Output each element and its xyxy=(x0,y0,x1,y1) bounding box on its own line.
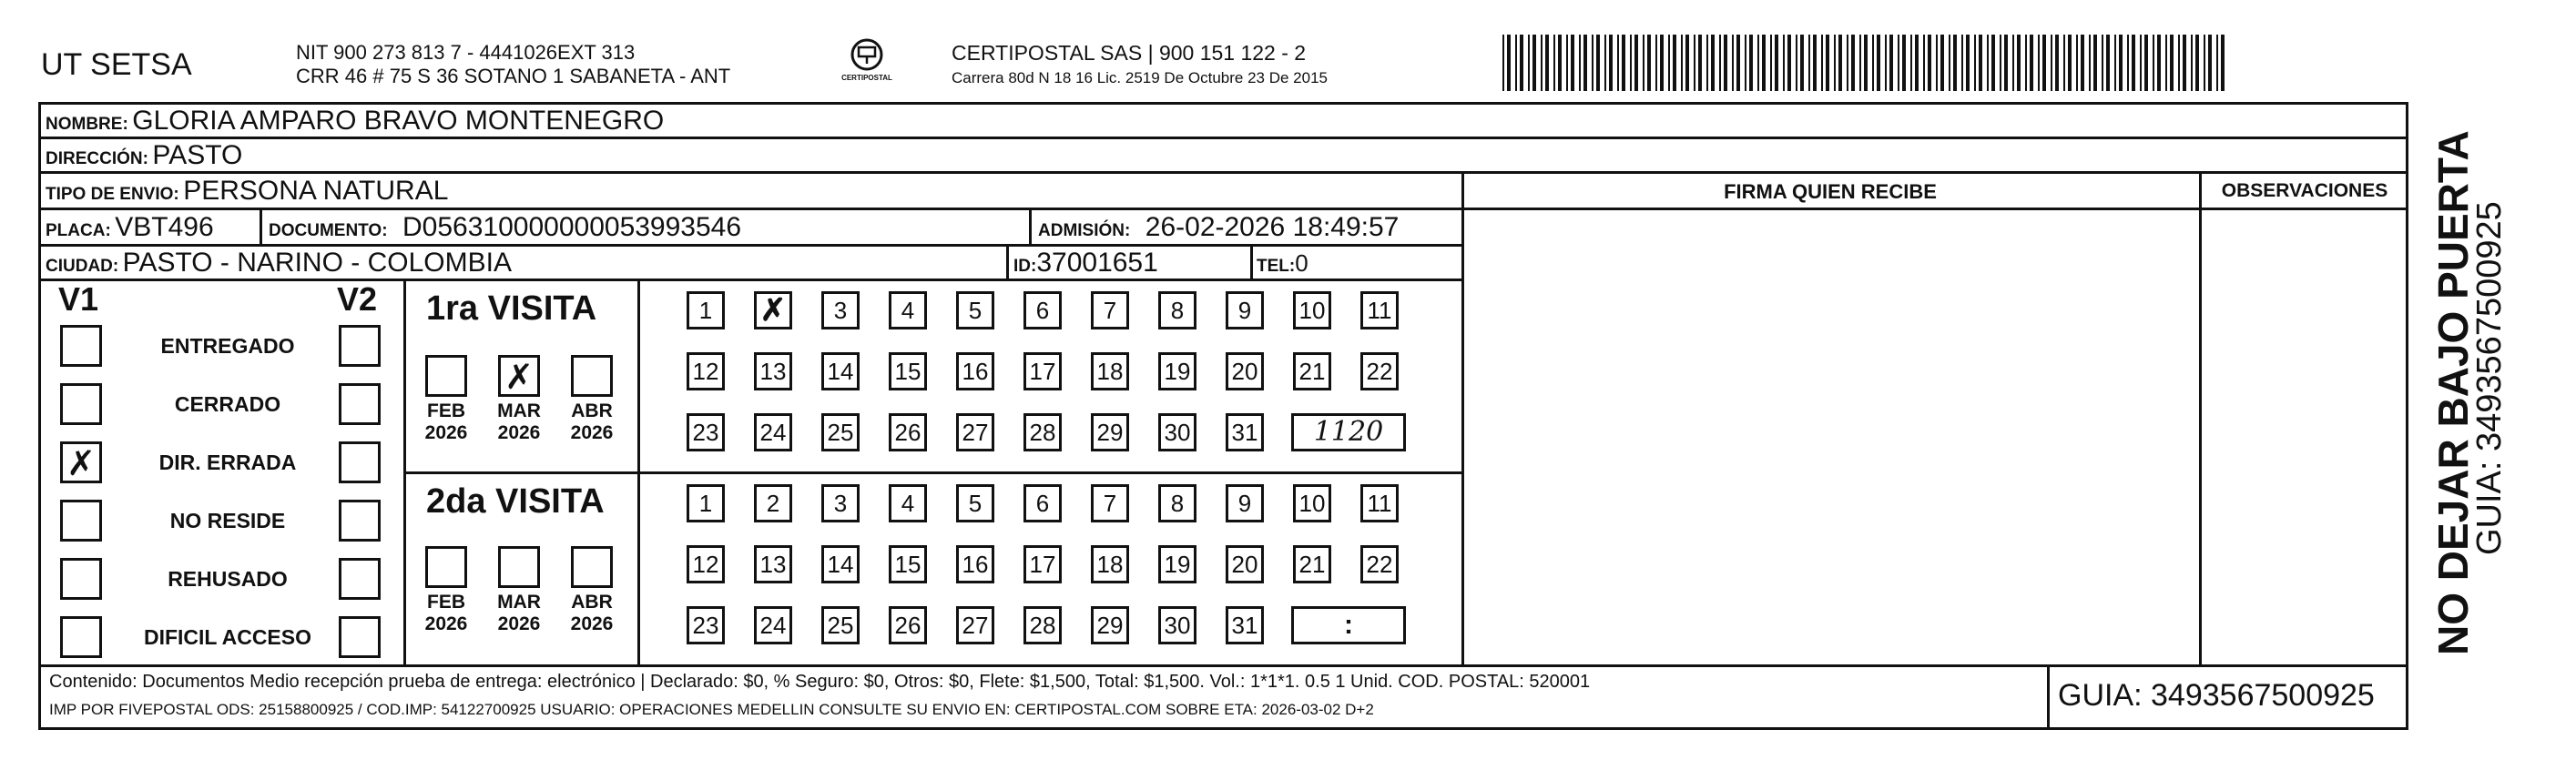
placa-label: PLACA: xyxy=(46,221,111,240)
firma-header: FIRMA QUIEN RECIBE xyxy=(1724,180,1937,203)
month-checkbox[interactable] xyxy=(571,546,613,588)
barcode-bar xyxy=(1545,35,1549,91)
barcode-bar xyxy=(1596,35,1600,91)
v2-checkbox[interactable] xyxy=(339,441,381,483)
barcode-bar xyxy=(2119,35,2123,91)
month-checkbox[interactable] xyxy=(425,546,467,588)
month-name: ABR xyxy=(571,592,613,613)
company-address: CRR 46 # 75 S 36 SOTANO 1 SABANETA - ANT xyxy=(296,65,731,87)
day-box[interactable]: 25 xyxy=(821,413,860,451)
carrier-name: CERTIPOSTAL SAS | 900 151 122 - 2 xyxy=(952,41,1307,65)
id-label: ID: xyxy=(1013,257,1037,276)
status-label: ENTREGADO xyxy=(160,334,295,358)
barcode-bar xyxy=(1987,35,1989,91)
barcode-bar xyxy=(1634,35,1638,91)
barcode-bar xyxy=(1898,35,1899,91)
barcode-bar xyxy=(1813,35,1817,91)
barcode-bar xyxy=(2191,35,2193,91)
nombre-row xyxy=(46,106,664,137)
id-cell xyxy=(1013,248,1158,279)
barcode-bar xyxy=(1762,35,1766,91)
second-visit-title: 2da VISITA xyxy=(426,482,605,521)
day-box[interactable]: 10 xyxy=(1293,291,1331,329)
direccion-value: PASTO xyxy=(152,140,243,170)
month-year: 2026 xyxy=(497,613,541,634)
status-label: NO RESIDE xyxy=(169,509,286,532)
barcode-bar xyxy=(2157,35,2161,91)
month-checkbox[interactable] xyxy=(425,355,467,397)
footer-print-line: IMP POR FIVEPOSTAL ODS: 25158800925 / COD.IMP: 54122700925 USUARIO: OPERACIONES MEDELLIN CONSULTE SU ENVIO EN: CERTIPOSTAL.COM SOBRE ETA: 2026-03-02 D+2 xyxy=(49,701,1374,718)
company-name: UT SETSA xyxy=(41,47,192,82)
barcode-bar xyxy=(1940,35,1944,91)
barcode-bar xyxy=(1859,35,1861,91)
v1-checkbox[interactable] xyxy=(60,383,102,425)
barcode-bar xyxy=(2089,35,2091,91)
barcode-bar xyxy=(1724,35,1727,91)
nombre-value: GLORIA AMPARO BRAVO MONTENEGRO xyxy=(132,106,665,136)
barcode-bar xyxy=(1736,35,1740,91)
barcode-bar xyxy=(2081,35,2084,91)
day-box[interactable]: 30 xyxy=(1158,413,1196,451)
barcode-bar xyxy=(2042,35,2046,91)
month-name: FEB xyxy=(427,400,465,421)
day-box[interactable]: 29 xyxy=(1091,606,1129,644)
day-box[interactable]: 26 xyxy=(889,606,927,644)
day-box[interactable]: 5 xyxy=(956,484,994,522)
day-box[interactable]: 23 xyxy=(687,413,725,451)
day-box[interactable]: 16 xyxy=(956,545,994,583)
barcode-bar xyxy=(2144,35,2148,91)
month-checkbox[interactable] xyxy=(498,355,540,397)
day-box[interactable]: 29 xyxy=(1091,413,1129,451)
barcode-bar xyxy=(1622,35,1625,91)
ciudad-label: CIUDAD: xyxy=(46,257,119,276)
day-box[interactable]: 19 xyxy=(1158,352,1196,390)
ciudad-value: PASTO - NARINO - COLOMBIA xyxy=(122,248,512,278)
barcode-bar xyxy=(1604,35,1606,91)
nombre-label: NOMBRE: xyxy=(46,115,128,134)
barcode-bar xyxy=(1528,35,1530,91)
check-mark-icon: ✗ xyxy=(66,443,96,483)
day-box[interactable]: 16 xyxy=(956,352,994,390)
day-box[interactable]: 12 xyxy=(687,352,725,390)
placa-cell xyxy=(46,212,214,243)
day-box[interactable]: 22 xyxy=(1360,352,1399,390)
barcode-bar xyxy=(1847,35,1848,91)
barcode-bar xyxy=(2204,35,2205,91)
barcode-bar xyxy=(2153,35,2154,91)
barcode-bar xyxy=(1745,35,1746,91)
day-box[interactable]: 22 xyxy=(1360,545,1399,583)
barcode-bar xyxy=(2017,35,2021,91)
day-box[interactable]: 31 xyxy=(1226,413,1264,451)
barcode-bar xyxy=(2093,35,2097,91)
barcode-bar xyxy=(1592,35,1593,91)
month-year: 2026 xyxy=(570,613,614,634)
observaciones-header: OBSERVACIONES xyxy=(2221,180,2388,201)
barcode-bar xyxy=(2165,35,2167,91)
barcode-bar xyxy=(1923,35,1925,91)
barcode-bar xyxy=(2076,35,2078,91)
barcode-bar xyxy=(1566,35,1568,91)
status-label: DIFICIL ACCESO xyxy=(143,625,311,649)
barcode-bar xyxy=(1571,35,1574,91)
barcode-bar xyxy=(1507,35,1511,91)
status-label: REHUSADO xyxy=(168,567,288,591)
barcode-bar xyxy=(1974,35,1976,91)
barcode-bar xyxy=(1502,35,1504,91)
company-nit: NIT 900 273 813 7 - 4441026EXT 313 xyxy=(296,41,636,64)
day-box[interactable]: 15 xyxy=(889,352,927,390)
direccion-row xyxy=(46,140,242,171)
barcode-bar xyxy=(1991,35,1995,91)
barcode-bar xyxy=(1647,35,1651,91)
barcode-bar xyxy=(2216,35,2218,91)
logo-text: CERTIPOSTAL xyxy=(841,74,892,82)
barcode-bar xyxy=(1826,35,1829,91)
tel-cell xyxy=(1257,249,1308,278)
v2-checkbox[interactable] xyxy=(339,616,381,658)
barcode-bar xyxy=(1936,35,1938,91)
barcode-bar xyxy=(2030,35,2033,91)
barcode-bar xyxy=(1617,35,1619,91)
status-label: DIR. ERRADA xyxy=(158,451,297,474)
day-box[interactable]: 21 xyxy=(1293,352,1331,390)
barcode-bar xyxy=(1558,35,1562,91)
barcode-bar xyxy=(2106,35,2110,91)
month-label xyxy=(565,592,619,635)
documento-value: D056310000000053993546 xyxy=(402,212,742,242)
time-box[interactable]: : xyxy=(1291,606,1406,644)
day-box[interactable] xyxy=(754,291,792,329)
v2-checkbox[interactable] xyxy=(339,558,381,600)
documento-cell xyxy=(269,212,741,243)
day-box[interactable]: 26 xyxy=(889,413,927,451)
day-box[interactable]: 27 xyxy=(956,413,994,451)
v2-checkbox[interactable] xyxy=(339,500,381,542)
time-box[interactable]: 1120 xyxy=(1291,413,1406,451)
tipo-envio-label: TIPO DE ENVIO: xyxy=(46,185,179,204)
check-mark-icon: ✗ xyxy=(759,293,787,328)
month-label xyxy=(419,400,473,444)
month-name: ABR xyxy=(571,400,613,421)
barcode-bar xyxy=(2051,35,2052,91)
day-box[interactable]: 14 xyxy=(821,352,860,390)
barcode-bar xyxy=(1706,35,1708,91)
day-box[interactable]: 25 xyxy=(821,606,860,644)
barcode-bar xyxy=(2221,35,2225,91)
day-box[interactable]: 28 xyxy=(1023,606,1062,644)
month-label xyxy=(419,592,473,635)
barcode-bar xyxy=(1668,35,1670,91)
v1-label: V1 xyxy=(58,280,99,318)
ciudad-cell xyxy=(46,248,512,279)
day-box[interactable]: 14 xyxy=(821,545,860,583)
month-year: 2026 xyxy=(570,422,614,443)
barcode-bar xyxy=(2140,35,2142,91)
day-box[interactable]: 27 xyxy=(956,606,994,644)
day-box[interactable]: 24 xyxy=(754,413,792,451)
barcode-bar xyxy=(1775,35,1778,91)
tipo-envio-row xyxy=(46,176,448,207)
barcode-bar xyxy=(1694,35,1695,91)
barcode-bar xyxy=(1949,35,1950,91)
barcode-bar xyxy=(1515,35,1517,91)
barcode-bar xyxy=(1877,35,1880,91)
barcode-bar xyxy=(1719,35,1721,91)
barcode-bar xyxy=(2170,35,2174,91)
day-box[interactable]: 3 xyxy=(821,484,860,522)
barcode-bar xyxy=(1902,35,1906,91)
day-box[interactable]: 10 xyxy=(1293,484,1331,522)
day-box[interactable]: 4 xyxy=(889,484,927,522)
barcode-bar xyxy=(1732,35,1734,91)
footer-guia-box: GUIA: 3493567500925 xyxy=(2058,678,2375,713)
day-box[interactable]: 3 xyxy=(821,291,860,329)
month-year: 2026 xyxy=(424,422,468,443)
day-box[interactable]: 21 xyxy=(1293,545,1331,583)
v1-checkbox[interactable] xyxy=(60,500,102,542)
barcode-bar xyxy=(2178,35,2180,91)
barcode-bar xyxy=(1757,35,1759,91)
v1-checkbox[interactable] xyxy=(60,441,102,483)
day-box[interactable]: 20 xyxy=(1226,545,1264,583)
day-box[interactable]: 2 xyxy=(754,484,792,522)
day-box[interactable]: 18 xyxy=(1091,545,1129,583)
barcode-bar xyxy=(1910,35,1912,91)
barcode-bar xyxy=(2068,35,2072,91)
barcode-bar xyxy=(2195,35,2199,91)
tel-label: TEL: xyxy=(1257,257,1296,276)
day-box[interactable]: 17 xyxy=(1023,545,1062,583)
day-box[interactable]: 5 xyxy=(956,291,994,329)
barcode-bar xyxy=(2102,35,2103,91)
barcode-bar xyxy=(1961,35,1963,91)
barcode-bar xyxy=(1630,35,1632,91)
barcode-bar xyxy=(1698,35,1702,91)
barcode-bar xyxy=(1800,35,1804,91)
v2-label: V2 xyxy=(337,280,378,318)
barcode-bar xyxy=(2063,35,2065,91)
placa-value: VBT496 xyxy=(115,212,214,242)
barcode-bar xyxy=(1583,35,1587,91)
barcode-bar xyxy=(1609,35,1613,91)
direccion-label: DIRECCIÓN: xyxy=(46,149,148,168)
side-guia: GUIA: 3493567500925 xyxy=(2470,201,2509,555)
month-name: MAR xyxy=(497,592,541,613)
month-name: MAR xyxy=(497,400,541,421)
barcode-bar xyxy=(2004,35,2008,91)
barcode-bar xyxy=(2000,35,2001,91)
barcode-bar xyxy=(1579,35,1581,91)
barcode-bar xyxy=(1673,35,1676,91)
barcode-bar xyxy=(1783,35,1785,91)
barcode-bar xyxy=(1520,35,1523,91)
month-label xyxy=(565,400,619,444)
day-box[interactable]: 13 xyxy=(754,352,792,390)
documento-label: DOCUMENTO: xyxy=(269,221,388,240)
barcode-bar xyxy=(1643,35,1644,91)
barcode-bar xyxy=(1808,35,1810,91)
day-box[interactable]: 9 xyxy=(1226,291,1264,329)
tipo-envio-value: PERSONA NATURAL xyxy=(183,176,449,206)
barcode-bar xyxy=(1821,35,1823,91)
day-box[interactable]: 1 xyxy=(687,484,725,522)
barcode-bar xyxy=(1541,35,1543,91)
certipostal-logo xyxy=(836,36,898,93)
barcode-bar xyxy=(2127,35,2129,91)
day-box[interactable]: 8 xyxy=(1158,484,1196,522)
barcode-bar xyxy=(1838,35,1842,91)
month-checkbox[interactable] xyxy=(498,546,540,588)
v1-checkbox[interactable] xyxy=(60,616,102,658)
day-box[interactable]: 31 xyxy=(1226,606,1264,644)
status-label: CERRADO xyxy=(174,392,281,416)
day-box[interactable]: 7 xyxy=(1091,291,1129,329)
barcode-bar xyxy=(1953,35,1957,91)
day-box[interactable]: 19 xyxy=(1158,545,1196,583)
barcode-bar xyxy=(2183,35,2186,91)
barcode-bar xyxy=(1834,35,1836,91)
barcode-bar xyxy=(2208,35,2212,91)
barcode-bar xyxy=(1787,35,1791,91)
v2-checkbox[interactable] xyxy=(339,383,381,425)
day-box[interactable]: 28 xyxy=(1023,413,1062,451)
day-box[interactable]: 24 xyxy=(754,606,792,644)
day-box[interactable]: 11 xyxy=(1360,291,1399,329)
v1-checkbox[interactable] xyxy=(60,558,102,600)
day-box[interactable]: 11 xyxy=(1360,484,1399,522)
barcode-bar xyxy=(2055,35,2059,91)
check-mark-icon: ✗ xyxy=(504,357,534,397)
carrier-license: Carrera 80d N 18 16 Lic. 2519 De Octubre 23 De 2015 xyxy=(952,69,1328,86)
barcode-bar xyxy=(1553,35,1555,91)
month-name: FEB xyxy=(427,592,465,613)
day-box[interactable]: 23 xyxy=(687,606,725,644)
day-box[interactable]: 9 xyxy=(1226,484,1264,522)
logo-icon xyxy=(847,36,887,73)
month-label xyxy=(492,400,546,444)
day-box[interactable]: 6 xyxy=(1023,484,1062,522)
month-year: 2026 xyxy=(497,422,541,443)
barcode-bar xyxy=(1864,35,1868,91)
barcode xyxy=(1502,35,2231,91)
day-box[interactable]: 4 xyxy=(889,291,927,329)
day-box[interactable]: 6 xyxy=(1023,291,1062,329)
day-box[interactable]: 13 xyxy=(754,545,792,583)
barcode-bar xyxy=(1966,35,1970,91)
admision-cell xyxy=(1038,212,1399,243)
barcode-bar xyxy=(1660,35,1664,91)
first-visit-title: 1ra VISITA xyxy=(426,289,597,328)
barcode-bar xyxy=(1885,35,1887,91)
no-dejar-warning: NO DEJAR BAJO PUERTA xyxy=(2429,130,2477,655)
day-box[interactable]: 12 xyxy=(687,545,725,583)
admision-value: 26-02-2026 18:49:57 xyxy=(1145,212,1400,242)
barcode-bar xyxy=(1655,35,1657,91)
day-box[interactable]: 1 xyxy=(687,291,725,329)
barcode-bar xyxy=(1979,35,1982,91)
day-box[interactable]: 20 xyxy=(1226,352,1264,390)
barcode-bar xyxy=(1681,35,1683,91)
barcode-bar xyxy=(1749,35,1753,91)
day-box[interactable]: 18 xyxy=(1091,352,1129,390)
day-box[interactable]: 17 xyxy=(1023,352,1062,390)
day-box[interactable]: 15 xyxy=(889,545,927,583)
tel-value: 0 xyxy=(1295,249,1308,277)
barcode-bar xyxy=(2012,35,2014,91)
id-value: 37001651 xyxy=(1036,248,1158,278)
barcode-bar xyxy=(2038,35,2040,91)
day-box[interactable]: 7 xyxy=(1091,484,1129,522)
barcode-bar xyxy=(1851,35,1855,91)
barcode-bar xyxy=(1928,35,1931,91)
barcode-bar xyxy=(2025,35,2027,91)
footer-content-line: Contenido: Documentos Medio recepción prueba de entrega: electrónico | Declarado: $0, % Seguro: $0, Otros: $0, Flete: $1,500, Total: $1,500. Vol.: 1*1*1. 0.5 1 Unid. COD. POSTAL: 520001 xyxy=(49,672,1591,692)
admision-label: ADMISIÓN: xyxy=(1038,221,1131,240)
month-year: 2026 xyxy=(424,613,468,634)
barcode-bar xyxy=(1796,35,1797,91)
barcode-bar xyxy=(1889,35,1893,91)
month-checkbox[interactable] xyxy=(571,355,613,397)
barcode-bar xyxy=(2114,35,2116,91)
barcode-bar xyxy=(2132,35,2135,91)
day-box[interactable]: 30 xyxy=(1158,606,1196,644)
barcode-bar xyxy=(1915,35,1919,91)
month-label xyxy=(492,592,546,635)
barcode-bar xyxy=(1872,35,1874,91)
barcode-bar xyxy=(1770,35,1772,91)
v2-checkbox[interactable] xyxy=(339,325,381,367)
barcode-bar xyxy=(1685,35,1689,91)
barcode-bar xyxy=(1532,35,1536,91)
day-box[interactable]: 8 xyxy=(1158,291,1196,329)
v1-checkbox[interactable] xyxy=(60,325,102,367)
barcode-bar xyxy=(1711,35,1715,91)
